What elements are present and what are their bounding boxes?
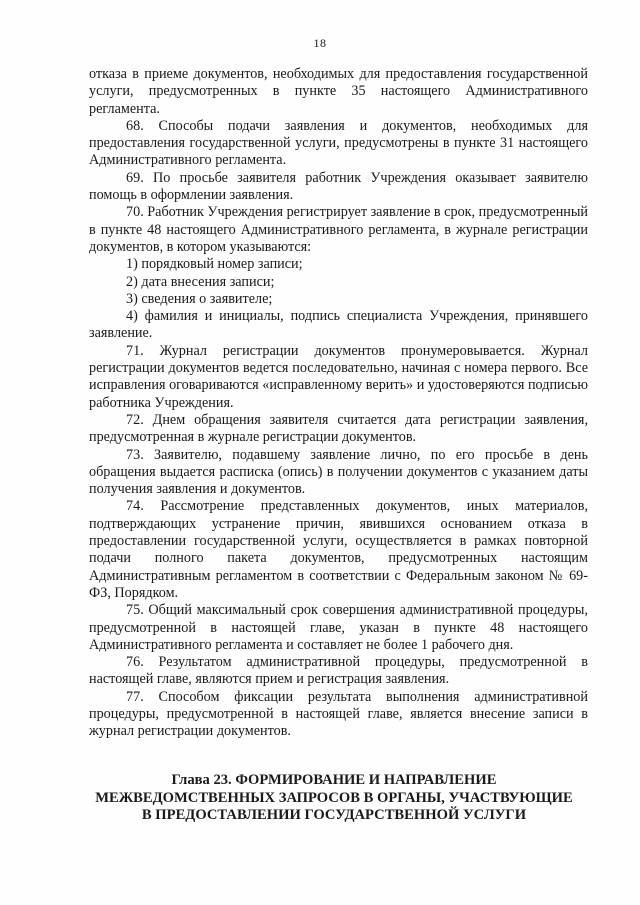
- list-item: 2) дата внесения записи;: [126, 273, 275, 290]
- page-number: 18: [313, 36, 327, 50]
- paragraph-77: 77. Способом фиксации результата выполнения административной процедуры, предусмотренной в настоящей главе, является внесение записи в журнал регистрации документов.: [89, 688, 588, 740]
- chapter-heading: [70, 772, 598, 825]
- paragraph-74: 74. Рассмотрение представленных документов, иных материалов, подтверждающих устранение причин, явившихся основанием отказа в предоставлении государственной услуги, осуществляется в рамках повторной подачи полного пакета документов, предусмотренных настоящим Административным регламентом в соответствии с Федеральным законом № 69-ФЗ, Порядком.: [89, 498, 588, 601]
- paragraph-76: 76. Результатом административной процедуры, предусмотренной в настоящей главе, являются прием и регистрация заявления.: [89, 654, 588, 688]
- paragraph-68: 68. Способы подачи заявления и документов, необходимых для предоставления государственной услуги, предусмотрены в пункте 31 настоящего Административного регламента.: [89, 117, 588, 169]
- paragraph-72: 72. Днем обращения заявителя считается дата регистрации заявления, предусмотренная в журнале регистрации документов.: [89, 411, 588, 446]
- paragraph-70: 70. Работник Учреждения регистрирует заявление в срок, предусмотренный в пункте 48 настоящего Административного регламента, в журнале регистрации документов, в котором указываются:: [89, 204, 589, 255]
- chapter-heading-line: В ПРЕДОСТАВЛЕНИИ ГОСУДАРСТВЕННОЙ УСЛУГИ: [141, 807, 527, 823]
- paragraph-71: 71. Журнал регистрации документов пронумеровывается. Журнал регистрации документов ведется последовательно, начиная с номера первого. Все исправления оговариваются «исправленному верить» и удостоверяются подписью работника Учреждения.: [89, 342, 588, 411]
- paragraph-75: 75. Общий максимальный срок совершения административной процедуры, предусмотренной в настоящей главе, указан в пункте 48 настоящего Административного регламента и составляет не более 1 рабочего дня.: [89, 602, 588, 653]
- list-item: 1) порядковый номер записи;: [126, 256, 303, 273]
- list-item: 4) фамилия и инициалы, подпись специалиста Учреждения, принявшего заявление.: [89, 308, 588, 342]
- chapter-heading-line: Глава 23. ФОРМИРОВАНИЕ И НАПРАВЛЕНИЕ: [171, 772, 497, 788]
- paragraph-continuation: отказа в приеме документов, необходимых для предоставления государственной услуги, предусмотренных в пункте 35 настоящего Административного регламента.: [89, 66, 588, 117]
- paragraph-73: 73. Заявителю, подавшему заявление лично, по его просьбе в день обращения выдается расписка (опись) в получении документов с указанием даты получения заявления и документов.: [89, 446, 588, 498]
- chapter-heading-line: МЕЖВЕДОМСТВЕННЫХ ЗАПРОСОВ В ОРГАНЫ, УЧАСТВУЮЩИЕ: [95, 789, 573, 806]
- list-item: 3) сведения о заявителе;: [126, 290, 273, 307]
- document-body: [89, 66, 588, 741]
- paragraph-69: 69. По просьбе заявителя работник Учреждения оказывает заявителю помощь в оформлении заявления.: [89, 169, 588, 204]
